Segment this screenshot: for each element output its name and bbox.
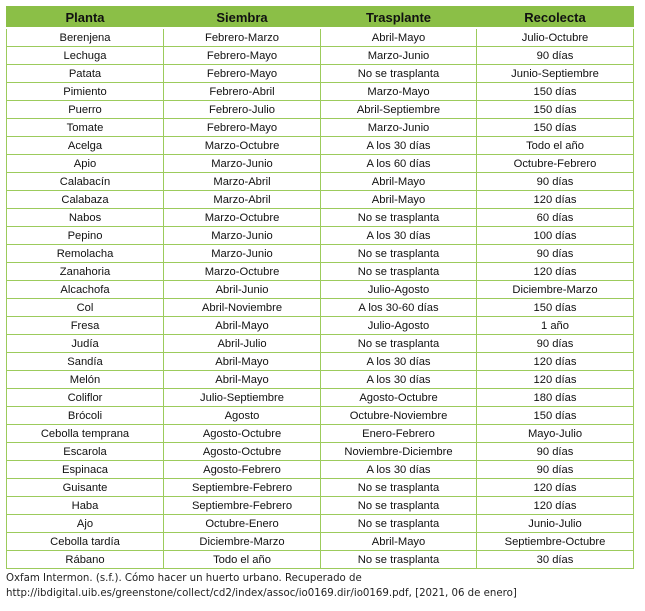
cell-trasplante: Abril-Mayo bbox=[321, 173, 477, 191]
table-row bbox=[7, 227, 634, 245]
cell-planta: Judía bbox=[7, 335, 164, 353]
table-row bbox=[7, 299, 634, 317]
cell-recolecta: 60 días bbox=[477, 209, 634, 227]
cell-planta: Nabos bbox=[7, 209, 164, 227]
cell-recolecta: 150 días bbox=[477, 101, 634, 119]
cell-recolecta: 150 días bbox=[477, 119, 634, 137]
table-row bbox=[7, 461, 634, 479]
cell-planta: Espinaca bbox=[7, 461, 164, 479]
cell-planta: Cebolla temprana bbox=[7, 425, 164, 443]
cell-recolecta: 90 días bbox=[477, 245, 634, 263]
table-row bbox=[7, 497, 634, 515]
header-planta: Planta bbox=[7, 7, 164, 29]
table-row bbox=[7, 191, 634, 209]
cell-trasplante: No se trasplanta bbox=[321, 479, 477, 497]
table-row bbox=[7, 371, 634, 389]
cell-siembra: Septiembre-Febrero bbox=[164, 479, 321, 497]
table-row bbox=[7, 155, 634, 173]
cell-recolecta: 120 días bbox=[477, 191, 634, 209]
cell-planta: Remolacha bbox=[7, 245, 164, 263]
table-row bbox=[7, 425, 634, 443]
table-row bbox=[7, 263, 634, 281]
table-row bbox=[7, 65, 634, 83]
cell-recolecta: 100 días bbox=[477, 227, 634, 245]
cell-planta: Acelga bbox=[7, 137, 164, 155]
table-body bbox=[7, 28, 634, 569]
cell-trasplante: A los 30 días bbox=[321, 137, 477, 155]
table-row bbox=[7, 281, 634, 299]
source-citation bbox=[6, 571, 636, 601]
planting-table-container bbox=[6, 6, 633, 569]
cell-recolecta: 120 días bbox=[477, 479, 634, 497]
cell-trasplante: No se trasplanta bbox=[321, 65, 477, 83]
table-row bbox=[7, 173, 634, 191]
cell-siembra: Febrero-Marzo bbox=[164, 28, 321, 47]
cell-trasplante: A los 60 días bbox=[321, 155, 477, 173]
cell-planta: Melón bbox=[7, 371, 164, 389]
table-row bbox=[7, 137, 634, 155]
cell-trasplante: No se trasplanta bbox=[321, 497, 477, 515]
cell-planta: Lechuga bbox=[7, 47, 164, 65]
cell-recolecta: Mayo-Julio bbox=[477, 425, 634, 443]
cell-recolecta: 150 días bbox=[477, 83, 634, 101]
cell-planta: Alcachofa bbox=[7, 281, 164, 299]
cell-trasplante: Julio-Agosto bbox=[321, 317, 477, 335]
cell-planta: Fresa bbox=[7, 317, 164, 335]
header-siembra: Siembra bbox=[164, 7, 321, 29]
cell-siembra: Agosto bbox=[164, 407, 321, 425]
cell-siembra: Agosto-Octubre bbox=[164, 443, 321, 461]
cell-recolecta: Diciembre-Marzo bbox=[477, 281, 634, 299]
planting-calendar-table bbox=[6, 6, 634, 569]
cell-planta: Ajo bbox=[7, 515, 164, 533]
cell-planta: Haba bbox=[7, 497, 164, 515]
cell-siembra: Febrero-Mayo bbox=[164, 65, 321, 83]
cell-siembra: Septiembre-Febrero bbox=[164, 497, 321, 515]
cell-siembra: Abril-Mayo bbox=[164, 317, 321, 335]
cell-trasplante: Noviembre-Diciembre bbox=[321, 443, 477, 461]
cell-planta: Cebolla tardía bbox=[7, 533, 164, 551]
citation-line-1: Oxfam Intermon. (s.f.). Cómo hacer un huerto urbano. Recuperado de bbox=[6, 573, 362, 584]
cell-trasplante: No se trasplanta bbox=[321, 551, 477, 569]
citation-line-2: http://ibdigital.uib.es/greenstone/collect/cd2/index/assoc/io0169.dir/io0169.pdf, [2021, 06 de enero] bbox=[6, 588, 517, 599]
cell-trasplante: A los 30-60 días bbox=[321, 299, 477, 317]
cell-recolecta: 90 días bbox=[477, 335, 634, 353]
cell-trasplante: Abril-Mayo bbox=[321, 191, 477, 209]
cell-planta: Brócoli bbox=[7, 407, 164, 425]
cell-siembra: Marzo-Octubre bbox=[164, 137, 321, 155]
table-row bbox=[7, 533, 634, 551]
table-row bbox=[7, 209, 634, 227]
cell-trasplante: Octubre-Noviembre bbox=[321, 407, 477, 425]
table-row bbox=[7, 335, 634, 353]
cell-planta: Escarola bbox=[7, 443, 164, 461]
cell-siembra: Abril-Mayo bbox=[164, 371, 321, 389]
cell-recolecta: Todo el año bbox=[477, 137, 634, 155]
cell-trasplante: Marzo-Mayo bbox=[321, 83, 477, 101]
cell-trasplante: A los 30 días bbox=[321, 461, 477, 479]
cell-recolecta: 90 días bbox=[477, 173, 634, 191]
cell-recolecta: Septiembre-Octubre bbox=[477, 533, 634, 551]
cell-trasplante: Agosto-Octubre bbox=[321, 389, 477, 407]
table-row bbox=[7, 353, 634, 371]
cell-recolecta: Junio-Septiembre bbox=[477, 65, 634, 83]
cell-siembra: Marzo-Junio bbox=[164, 245, 321, 263]
cell-recolecta: Julio-Octubre bbox=[477, 28, 634, 47]
cell-planta: Puerro bbox=[7, 101, 164, 119]
cell-trasplante: No se trasplanta bbox=[321, 263, 477, 281]
cell-siembra: Marzo-Junio bbox=[164, 155, 321, 173]
cell-siembra: Agosto-Febrero bbox=[164, 461, 321, 479]
cell-trasplante: Marzo-Junio bbox=[321, 119, 477, 137]
cell-trasplante: Marzo-Junio bbox=[321, 47, 477, 65]
table-row bbox=[7, 101, 634, 119]
header-recolecta: Recolecta bbox=[477, 7, 634, 29]
cell-trasplante: No se trasplanta bbox=[321, 209, 477, 227]
cell-siembra: Abril-Mayo bbox=[164, 353, 321, 371]
cell-siembra: Marzo-Junio bbox=[164, 227, 321, 245]
cell-trasplante: No se trasplanta bbox=[321, 335, 477, 353]
cell-siembra: Abril-Julio bbox=[164, 335, 321, 353]
header-trasplante: Trasplante bbox=[321, 7, 477, 29]
cell-planta: Calabacín bbox=[7, 173, 164, 191]
cell-planta: Zanahoria bbox=[7, 263, 164, 281]
cell-planta: Berenjena bbox=[7, 28, 164, 47]
table-row bbox=[7, 515, 634, 533]
table-row bbox=[7, 389, 634, 407]
cell-planta: Coliflor bbox=[7, 389, 164, 407]
cell-planta: Patata bbox=[7, 65, 164, 83]
cell-trasplante: Abril-Mayo bbox=[321, 533, 477, 551]
cell-siembra: Marzo-Octubre bbox=[164, 209, 321, 227]
cell-recolecta: 150 días bbox=[477, 407, 634, 425]
cell-recolecta: 120 días bbox=[477, 263, 634, 281]
cell-trasplante: Julio-Agosto bbox=[321, 281, 477, 299]
table-row bbox=[7, 479, 634, 497]
table-row bbox=[7, 317, 634, 335]
table-row bbox=[7, 119, 634, 137]
cell-trasplante: Abril-Mayo bbox=[321, 28, 477, 47]
cell-recolecta: 1 año bbox=[477, 317, 634, 335]
cell-siembra: Febrero-Julio bbox=[164, 101, 321, 119]
cell-recolecta: 30 días bbox=[477, 551, 634, 569]
cell-siembra: Febrero-Mayo bbox=[164, 119, 321, 137]
table-row bbox=[7, 83, 634, 101]
cell-siembra: Abril-Noviembre bbox=[164, 299, 321, 317]
cell-siembra: Febrero-Abril bbox=[164, 83, 321, 101]
cell-recolecta: 120 días bbox=[477, 371, 634, 389]
cell-siembra: Agosto-Octubre bbox=[164, 425, 321, 443]
table-row bbox=[7, 28, 634, 47]
cell-siembra: Marzo-Octubre bbox=[164, 263, 321, 281]
cell-trasplante: A los 30 días bbox=[321, 353, 477, 371]
cell-recolecta: 120 días bbox=[477, 353, 634, 371]
cell-recolecta: 120 días bbox=[477, 497, 634, 515]
cell-planta: Tomate bbox=[7, 119, 164, 137]
cell-planta: Apio bbox=[7, 155, 164, 173]
cell-siembra: Diciembre-Marzo bbox=[164, 533, 321, 551]
cell-trasplante: Abril-Septiembre bbox=[321, 101, 477, 119]
cell-siembra: Todo el año bbox=[164, 551, 321, 569]
cell-trasplante: No se trasplanta bbox=[321, 515, 477, 533]
cell-trasplante: No se trasplanta bbox=[321, 245, 477, 263]
cell-recolecta: 90 días bbox=[477, 47, 634, 65]
cell-recolecta: 150 días bbox=[477, 299, 634, 317]
cell-siembra: Marzo-Abril bbox=[164, 173, 321, 191]
table-row bbox=[7, 551, 634, 569]
cell-siembra: Abril-Junio bbox=[164, 281, 321, 299]
cell-trasplante: A los 30 días bbox=[321, 371, 477, 389]
cell-siembra: Julio-Septiembre bbox=[164, 389, 321, 407]
cell-recolecta: Octubre-Febrero bbox=[477, 155, 634, 173]
cell-trasplante: A los 30 días bbox=[321, 227, 477, 245]
cell-recolecta: 90 días bbox=[477, 443, 634, 461]
cell-recolecta: 180 días bbox=[477, 389, 634, 407]
cell-trasplante: Enero-Febrero bbox=[321, 425, 477, 443]
table-row bbox=[7, 245, 634, 263]
table-row bbox=[7, 407, 634, 425]
table-row bbox=[7, 47, 634, 65]
cell-recolecta: 90 días bbox=[477, 461, 634, 479]
cell-planta: Pimiento bbox=[7, 83, 164, 101]
cell-planta: Calabaza bbox=[7, 191, 164, 209]
cell-planta: Pepino bbox=[7, 227, 164, 245]
cell-siembra: Marzo-Abril bbox=[164, 191, 321, 209]
cell-recolecta: Junio-Julio bbox=[477, 515, 634, 533]
cell-siembra: Octubre-Enero bbox=[164, 515, 321, 533]
cell-siembra: Febrero-Mayo bbox=[164, 47, 321, 65]
cell-planta: Guisante bbox=[7, 479, 164, 497]
table-row bbox=[7, 443, 634, 461]
cell-planta: Rábano bbox=[7, 551, 164, 569]
cell-planta: Sandía bbox=[7, 353, 164, 371]
cell-planta: Col bbox=[7, 299, 164, 317]
table-header-row bbox=[7, 7, 634, 29]
